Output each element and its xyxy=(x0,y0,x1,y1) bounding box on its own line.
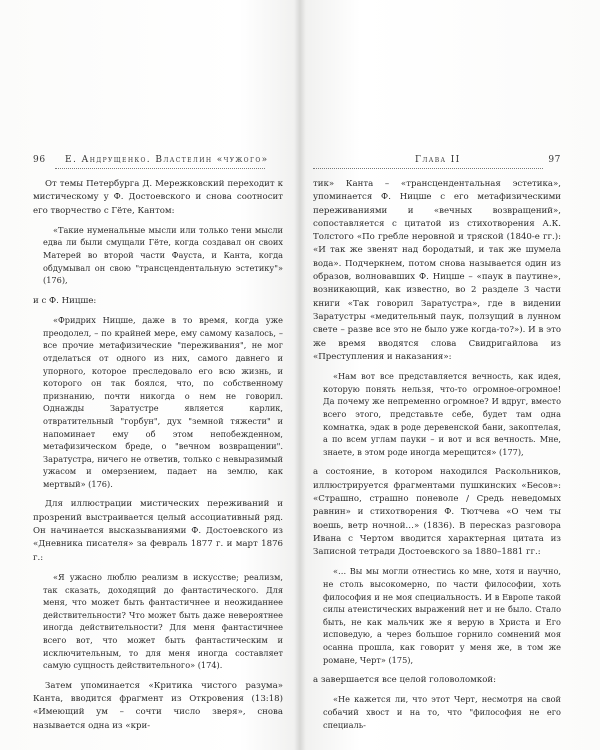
left-page-header xyxy=(33,155,283,169)
left-paragraph: От темы Петербурга Д. Мережковский переходит к мистическому у Ф. Достоевского и снова соотносит его творчество с Гёте, Кантом: xyxy=(33,179,283,216)
left-paragraph: Для иллюстрации мистических переживаний и прозрений выстраивается целый ассоциативный ряд. Он начинается высказываниями Ф. Достоевского из «Дневника писателя» за февраль 1877 г. и март 1876 г.: xyxy=(33,499,283,563)
right-paragraph: тик» Канта – «трансцендентальная эстетика», упоминается Ф. Ницше с его метафизическими переживаниями и «вечных возвращений», сопоставляется с цитатой из стихотворения А.К. Толстого «По гребле неровной и тряской (1840-е гг.): «И так же звенят над бородатый, и так же шумела вода». Подчеркнем, потом снова называется один из образов, волновавших Ф. Ницше – «паук в паутине», возникающий, как известно, во 2 разделе 3 части книги «Так говорил Заратустра», где в видении Заратустры «медительный паук, ползущий в лунном свете – разве все это не было уже когда-то?»). И в это же время вводятся слова Свидригайлова из «Преступления и наказания»: xyxy=(313,179,561,362)
left-quote: «Фридрих Ницше, даже в то время, когда уже преодолел, – по крайней мере, ему самому казалось, – все прочие метафизические "переживания", не мог отделаться от одного из них, самого давнего и упорного, которое преследовало его всю жизнь, и которого он так боялся, что, по собственному признанию, почти никогда о нем не говорил. Однажды Заратустре является карлик, отвратительный "горбун", дух "земной тяжести" и напоминает ему об этом непобежденном, метафизическом бреде, о "вечном возвращении". Заратустра, ничего не ответив, только с невыразимый ужасом и омерзением, падает на землю, как мертвый» (176). xyxy=(43,315,283,489)
right-page-body xyxy=(313,178,561,739)
right-paragraph: а состояние, в котором находился Раскольников, иллюстрируется фрагментами пушкинских «Бесов»: «Страшно, страшно поневоле / Средь неведомых равнин» и стихотворения Ф. Тютчева «О чем ты воешь, ветр ночной…» (1836). В пересказ разговора Ивана с Чертом вводится характерная цитата из Записной тетради Достоевского за 1880–1881 гг.: xyxy=(313,467,561,558)
left-paragraph: Затем упоминается «Критика чистого разума» Канта, вводится фрагмент из Откровения (13:18) «Имеющий ум – сочти число зверя», снова называется одна из «кри- xyxy=(33,680,283,731)
left-page-body xyxy=(33,178,283,739)
left-running-head: Е. Андрущенко. Властелин «чужого» xyxy=(65,155,269,165)
left-paragraph: и с Ф. Ницше: xyxy=(33,295,97,306)
left-header-rule xyxy=(55,168,265,169)
right-quote: «… Вы мы могли отнестись ко мне, хотя и научно, не столь высокомерно, по части философии, хоть философия и не моя специальность. И в Европе такой силы атеистических выражений нет и не было. Стало быть, не как мальчик же я верую в Христа и Его исповедую, а через большое горнило сомнений моя осанна прошла, как говорит у меня же, в том же романе, Черт» (175), xyxy=(323,566,561,665)
right-quote: «Нам вот все представляется вечность, как идея, которую понять нельзя, что-то огромное-огромное! Да почему же непременно огромное? И вдруг, вместо всего этого, представьте себе, будет там одна комнатка, эдак в роде деревенской бани, закоптелая, а по всем углам пауки – и вот и вся вечность. Мне, знаете, в этом роде иногда мерещится» (177), xyxy=(323,371,561,457)
right-header-rule xyxy=(313,168,543,169)
right-page-number: 97 xyxy=(548,155,561,165)
right-running-head: Глава II xyxy=(415,155,461,165)
left-page-number: 96 xyxy=(33,155,46,165)
left-quote: «Такие нуменальные мысли или только тени мысли едва ли были смущали Гёте, когда создавал он своих Матерей во второй части Фауста, и Канта, когда обдумывал он свою "трансцендентальную эстетику"» (176), xyxy=(43,224,283,286)
right-page-header xyxy=(313,155,561,169)
right-paragraph: а завершается все целой головоломкой: xyxy=(313,675,496,686)
right-quote: «Не кажется ли, что этот Черт, несмотря на свой собачий хвост и на то, что "философия не его специаль- xyxy=(323,694,561,730)
left-quote: «Я ужасно люблю реализм в искусстве; реализм, так сказать, доходящий до фантастического. Для меня, что может быть фантастичнее и неожиданнее действительности? Что может быть даже невероятнее иногда действительности? Для меня фантастичнее всего вот, что может быть фантастическим и исключительным, то для меня иногда составляет самую сущность действительного» (174). xyxy=(43,571,283,671)
